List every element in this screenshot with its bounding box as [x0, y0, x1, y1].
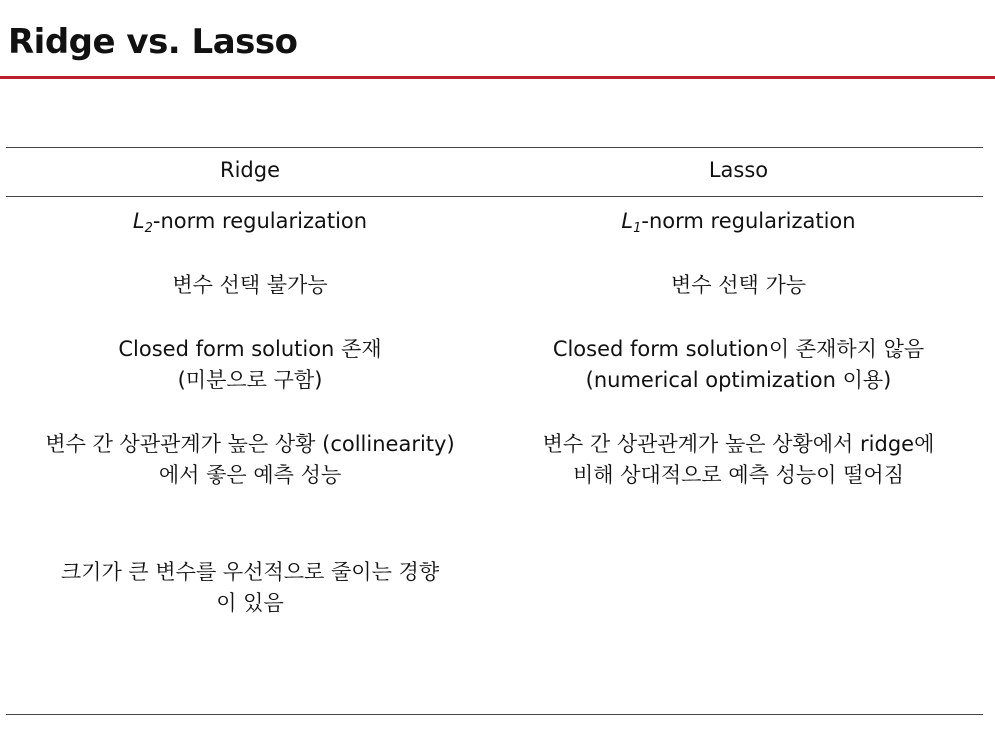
lasso-norm-cell — [494, 206, 983, 244]
header-lasso: Lasso — [708, 158, 769, 182]
ridge-solution-line2: (미분으로 구함) — [177, 368, 323, 392]
lasso-collinearity-line1: 변수 간 상관관계가 높은 상황에서 ridge에 — [542, 432, 935, 456]
lasso-collinearity-cell — [494, 429, 983, 491]
ridge-solution-line1: Closed form solution 존재 — [118, 337, 382, 361]
ridge-collinearity-line1: 변수 간 상관관계가 높은 상황 (collinearity) — [45, 432, 455, 456]
ridge-collinearity-line2: 에서 좋은 예측 성능 — [158, 463, 342, 487]
table-header-rule — [6, 196, 983, 197]
lasso-norm-letter: L — [621, 209, 634, 233]
lasso-norm-subscript: 1 — [633, 221, 642, 236]
ridge-norm-subscript: 2 — [144, 221, 153, 236]
ridge-selection-cell: 변수 선택 불가능 — [172, 273, 328, 297]
ridge-norm-cell — [6, 206, 494, 244]
ridge-norm-letter: L — [132, 209, 145, 233]
ridge-norm-text: -norm regularization — [152, 209, 368, 233]
ridge-collinearity-cell — [6, 429, 494, 491]
lasso-solution-line1: Closed form solution이 존재하지 않음 — [552, 337, 925, 361]
table-top-rule — [6, 147, 983, 148]
ridge-solution-cell — [6, 334, 494, 396]
lasso-collinearity-line2: 비해 상대적으로 예측 성능이 떨어짐 — [573, 463, 904, 487]
lasso-norm-text: -norm regularization — [641, 209, 856, 233]
table-bottom-rule — [6, 714, 983, 715]
header-ridge: Ridge — [219, 158, 280, 182]
ridge-shrink-line2: 이 있음 — [216, 591, 284, 615]
slide-title: Ridge vs. Lasso — [8, 22, 298, 62]
ridge-shrink-line1: 크기가 큰 변수를 우선적으로 줄이는 경향 — [60, 560, 440, 584]
ridge-shrink-cell — [6, 557, 494, 619]
lasso-selection-cell: 변수 선택 가능 — [670, 273, 807, 297]
lasso-solution-cell — [494, 334, 983, 396]
lasso-solution-line2: (numerical optimization 이용) — [585, 368, 892, 392]
title-divider — [0, 76, 995, 79]
